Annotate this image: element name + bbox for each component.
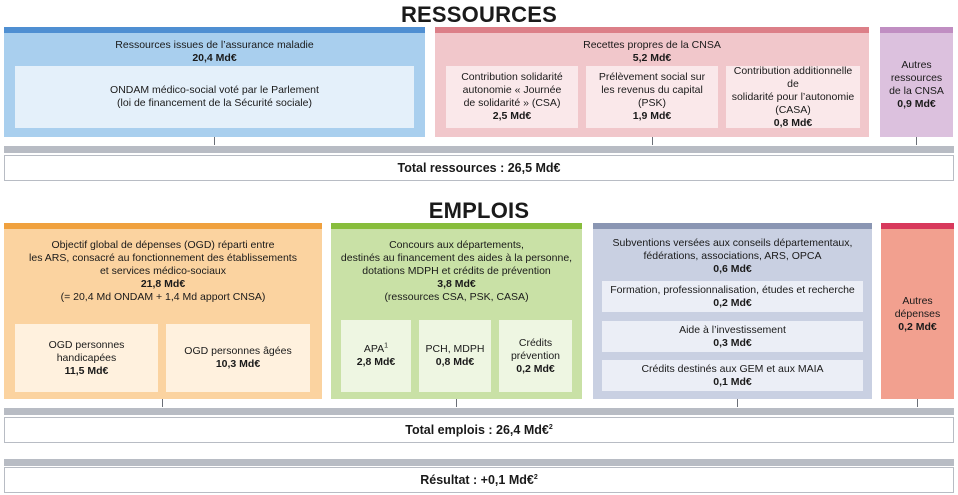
total-emplois-band (4, 408, 954, 415)
prevention-box (499, 320, 572, 392)
resultat-band (4, 459, 954, 466)
emplois-title: EMPLOIS (428, 198, 530, 223)
ogd-line3: et services médico-sociaux (99, 265, 227, 277)
casa-line1: Contribution additionnelle de (733, 64, 853, 90)
ogd-amount: 21,8 Md€ (140, 278, 186, 290)
psk-line2: les revenus du capital (601, 84, 703, 96)
concours-line2: destinés au financement des aides à la personne, (340, 252, 573, 264)
investissement-label: Aide à l’investissement (679, 323, 786, 336)
prevention-label1: Crédits (518, 336, 553, 349)
psk-box (586, 66, 718, 128)
total-emplois-label: Total emplois : 26,4 Md€$^2$ (405, 423, 553, 437)
tick-connector (456, 399, 457, 407)
assurance-maladie-amount: 20,4 Md€ (192, 52, 237, 64)
tick-connector (214, 137, 215, 145)
ogd-ph-amount: 11,5 Md€ (64, 364, 109, 377)
subventions-block (593, 223, 872, 399)
resultat-label: Résultat : +0,1 Md€$^2$ (420, 473, 538, 487)
casa-line2: solidarité pour l’autonomie (731, 90, 855, 103)
casa-box (726, 66, 860, 128)
psk-amount: 1,9 Md€ (632, 110, 672, 122)
formation-box (602, 281, 863, 312)
total-ressources-band (4, 146, 954, 153)
ogd-pa-amount: 10,3 Md€ (215, 358, 261, 370)
resultat (4, 467, 954, 493)
subventions-line2: fédérations, associations, ARS, OPCA (643, 250, 822, 262)
casa-amount: 0,8 Md€ (773, 116, 813, 129)
assurance-maladie-label: Ressources issues de l’assurance maladie (115, 39, 314, 51)
ondam-line1: ONDAM médico-social voté par le Parlement (110, 84, 319, 96)
concours-note: (ressources CSA, PSK, CASA) (384, 291, 529, 303)
ondam-box (15, 66, 414, 128)
autres-ressources-line2: ressources (890, 72, 943, 84)
autres-ressources-amount: 0,9 Md€ (897, 98, 936, 110)
gem-maia-label: Crédits destinés aux GEM et aux MAIA (641, 362, 824, 375)
investissement-amount: 0,3 Md€ (713, 336, 752, 349)
tick-connector (737, 399, 738, 407)
psk-line3: (PSK) (637, 97, 666, 109)
apa-label: APA$^1$ (363, 342, 389, 355)
gem-maia-amount: 0,1 Md€ (713, 375, 752, 388)
autres-ressources-line3: de la CNSA (889, 85, 944, 97)
total-ressources-label: Total ressources : 26,5 Md€ (397, 161, 561, 175)
casa-line3: (CASA) (775, 103, 811, 116)
psk-line1: Prélèvement social sur (598, 71, 706, 83)
concours-amount: 3,8 Md€ (437, 278, 476, 290)
csa-box (446, 66, 578, 128)
tick-connector (162, 399, 163, 407)
ressources-title: RESSOURCES (400, 2, 558, 27)
subventions-line1: Subventions versées aux conseils départementaux, (612, 237, 853, 249)
cnsa-amount: 5,2 Md€ (632, 52, 672, 64)
formation-label: Formation, professionnalisation, études et recherche (610, 283, 855, 296)
concours-line1: Concours aux départements, (389, 239, 524, 251)
csa-line3: de solidarité » (CSA) (463, 97, 561, 109)
formation-amount: 0,2 Md€ (713, 296, 752, 309)
autres-ressources-block (880, 27, 953, 137)
tick-connector (917, 399, 918, 407)
concours-line3: dotations MDPH et crédits de prévention (362, 265, 551, 277)
tick-connector (652, 137, 653, 145)
prevention-label2: prévention (510, 349, 561, 362)
prevention-amount: 0,2 Md€ (516, 362, 555, 375)
autres-depenses-line2: dépenses (894, 307, 941, 320)
autres-ressources-line1: Autres (901, 59, 932, 71)
autres-depenses-line1: Autres (902, 294, 933, 307)
ogd-line1: Objectif global de dépenses (OGD) réparti entre (51, 239, 275, 251)
pch-amount: 0,8 Md€ (435, 356, 475, 368)
csa-line1: Contribution solidarité (461, 71, 563, 83)
autres-depenses-amount: 0,2 Md€ (898, 320, 937, 333)
cnsa-label: Recettes propres de la CNSA (583, 39, 721, 51)
ondam-line2: (loi de financement de la Sécurité sociale) (117, 97, 312, 109)
ogd-line2: les ARS, consacré au fonctionnement des établissements (29, 252, 297, 264)
total-emplois (4, 417, 954, 443)
gem-maia-box (602, 360, 863, 391)
ogd-block (4, 223, 322, 399)
concours-block (331, 223, 582, 399)
ogd-ph-label: OGD personnes handicapées (48, 338, 125, 364)
assurance-maladie-block (4, 27, 425, 137)
apa-amount: 2,8 Md€ (356, 356, 396, 368)
apa-box (341, 320, 411, 392)
subventions-amount: 0,6 Md€ (713, 263, 752, 275)
cnsa-recettes-block (435, 27, 869, 137)
pch-box (419, 320, 491, 392)
investissement-box (602, 321, 863, 352)
ogd-ph-box (15, 324, 158, 392)
tick-connector (916, 137, 917, 145)
csa-amount: 2,5 Md€ (492, 110, 532, 122)
ogd-note: (= 20,4 Md ONDAM + 1,4 Md apport CNSA) (60, 291, 266, 303)
ogd-pa-box (166, 324, 310, 392)
autres-depenses-block (881, 223, 954, 399)
pch-label: PCH, MDPH (425, 343, 485, 355)
ogd-pa-label: OGD personnes âgées (184, 345, 292, 357)
total-ressources (4, 155, 954, 181)
csa-line2: autonomie « Journée (462, 84, 562, 96)
